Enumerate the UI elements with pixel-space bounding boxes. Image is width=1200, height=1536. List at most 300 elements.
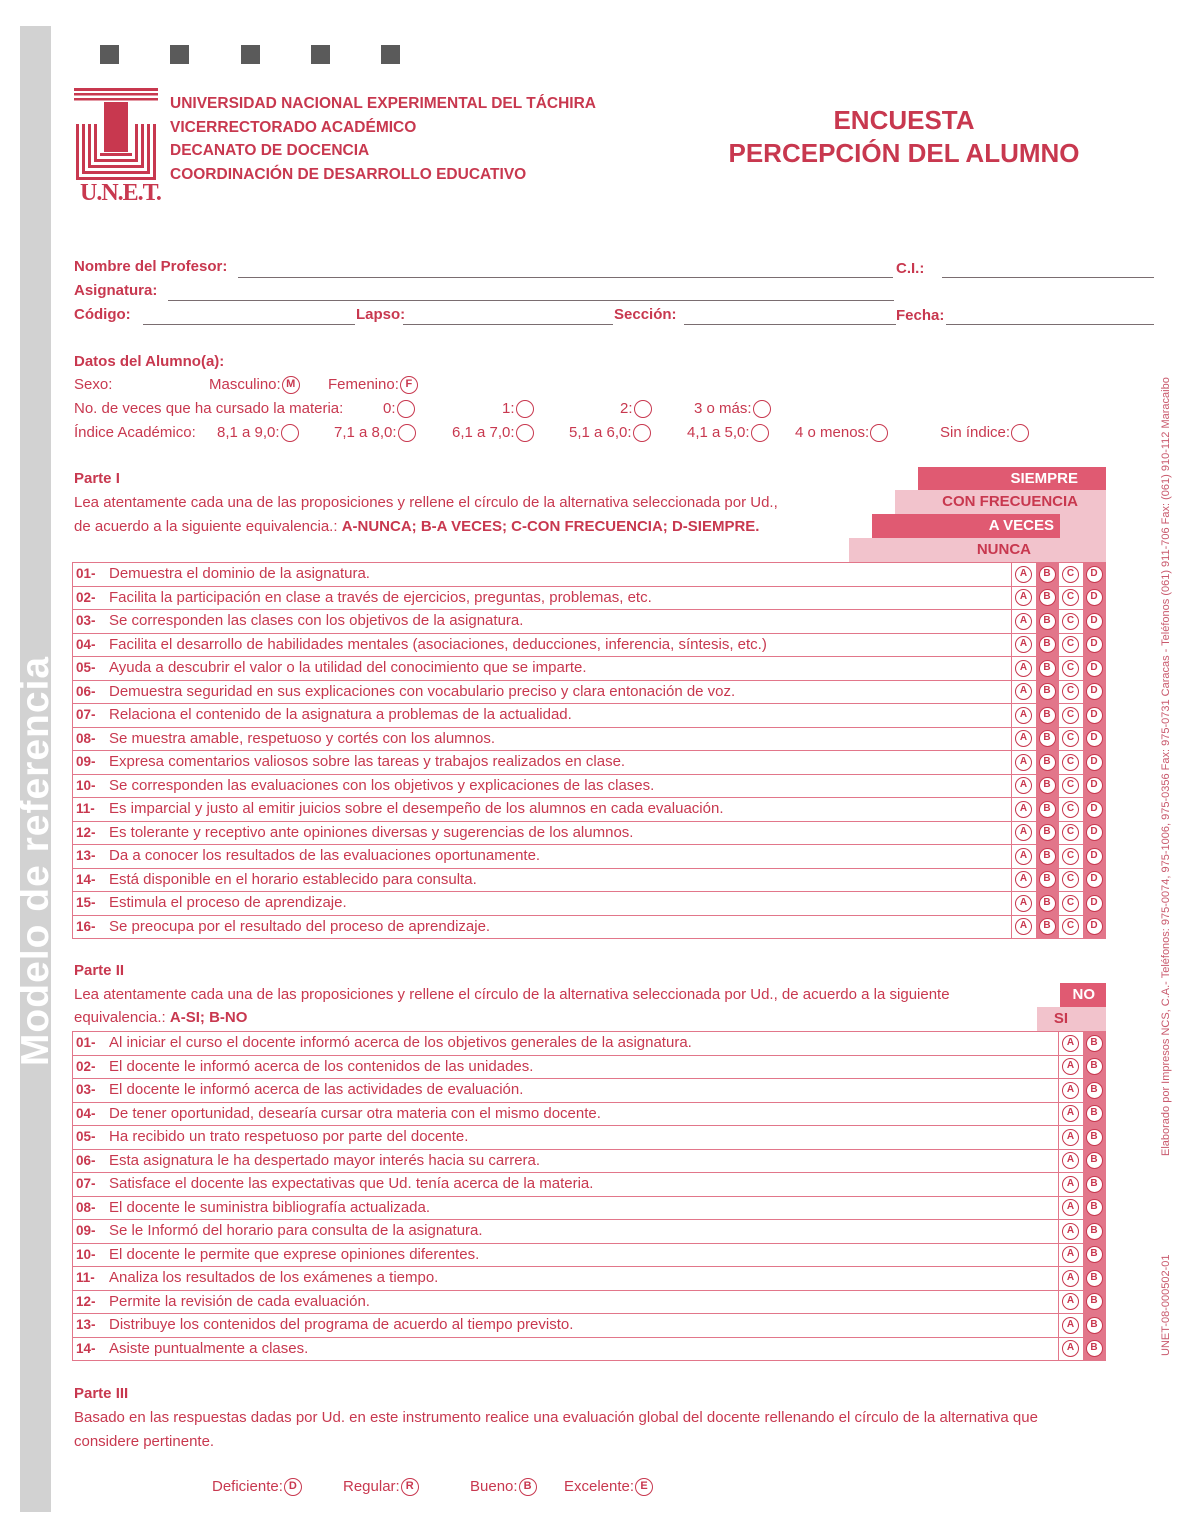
answer-bubble-a[interactable]: A	[1015, 566, 1032, 583]
bubble-cell	[1083, 587, 1107, 610]
header-a-veces: A VECES	[872, 514, 1060, 538]
ci-field[interactable]	[942, 277, 1154, 278]
answer-bubble-c[interactable]: C	[1062, 683, 1079, 700]
answer-bubbles	[1011, 728, 1106, 751]
veces-bubble[interactable]	[753, 400, 771, 418]
item-number: 13-	[76, 848, 96, 863]
bubble-cell	[1083, 751, 1107, 774]
answer-bubbles	[1011, 869, 1106, 892]
answer-bubbles	[1011, 822, 1106, 845]
answer-bubbles	[1011, 775, 1106, 798]
bubble-cell	[1012, 775, 1036, 798]
indice-option[interactable]	[795, 424, 888, 442]
bubble-cell	[1059, 916, 1083, 939]
item-number: 04-	[76, 1105, 96, 1121]
answer-bubble-b[interactable]: B	[1086, 1152, 1103, 1169]
item-text: Está disponible en el horario establecido para consulta.	[109, 870, 477, 888]
answer-bubble-a[interactable]: A	[1062, 1293, 1079, 1310]
table-row	[73, 1056, 1106, 1080]
answer-bubble-c[interactable]: C	[1062, 660, 1079, 677]
answer-bubble-b[interactable]: B	[1039, 895, 1056, 912]
item-number: 05-	[76, 660, 96, 675]
answer-bubbles	[1058, 1338, 1106, 1361]
bubble-cell	[1012, 751, 1036, 774]
bubble-cell	[1083, 1056, 1107, 1079]
veces-option-label: 2:	[620, 400, 633, 417]
bubble-cell	[1036, 845, 1060, 868]
answer-bubble-b[interactable]: B	[1039, 707, 1056, 724]
table-row	[73, 845, 1106, 869]
masculino-bubble[interactable]: M	[282, 376, 300, 394]
answer-bubble-c[interactable]: C	[1062, 777, 1079, 794]
bubble-cell	[1012, 822, 1036, 845]
table-row	[73, 1032, 1106, 1056]
answer-bubble-d[interactable]: D	[1086, 589, 1103, 606]
bubble-cell	[1036, 798, 1060, 821]
bubble-cell	[1036, 587, 1060, 610]
answer-bubble-b[interactable]: B	[1086, 1270, 1103, 1287]
bubble-cell	[1012, 610, 1036, 633]
institution-line: VICERRECTORADO ACADÉMICO	[170, 118, 417, 136]
bubble-cell	[1036, 892, 1060, 915]
item-number: 14-	[76, 1340, 96, 1356]
bubble-cell	[1012, 798, 1036, 821]
answer-bubble-a[interactable]: A	[1015, 636, 1032, 653]
answer-bubble-a[interactable]: A	[1062, 1176, 1079, 1193]
bubble-cell	[1059, 1056, 1083, 1079]
item-number: 10-	[76, 777, 96, 793]
answer-bubble-a[interactable]: A	[1062, 1129, 1079, 1146]
bubble-cell	[1083, 892, 1107, 915]
answer-bubbles	[1058, 1244, 1106, 1267]
answer-bubble-a[interactable]: A	[1015, 801, 1032, 818]
answer-bubble-d[interactable]: D	[1086, 777, 1103, 794]
bubble-cell	[1012, 892, 1036, 915]
femenino-option[interactable]	[328, 376, 418, 394]
answer-bubble-d[interactable]: D	[1086, 801, 1103, 818]
header-no: NO	[1060, 983, 1106, 1007]
answer-bubbles	[1058, 1056, 1106, 1079]
item-number: 13-	[76, 1317, 96, 1332]
answer-bubble-a[interactable]: A	[1062, 1270, 1079, 1287]
answer-bubble-b[interactable]: B	[1039, 801, 1056, 818]
logo-text: U.N.E.T.	[80, 180, 161, 206]
item-text: Ha recibido un trato respetuoso por parte del docente.	[109, 1128, 469, 1145]
answer-bubble-a[interactable]: A	[1015, 754, 1032, 771]
answer-bubble-b[interactable]: B	[1086, 1199, 1103, 1216]
nombre-label: Nombre del Profesor:	[74, 258, 228, 275]
masculino-option[interactable]	[209, 376, 300, 394]
answer-bubble-b[interactable]: B	[1039, 848, 1056, 865]
table-row	[73, 634, 1106, 658]
bubble-cell	[1059, 1244, 1083, 1267]
answer-bubble-c[interactable]: C	[1062, 566, 1079, 583]
bubble-cell	[1012, 657, 1036, 680]
answer-bubble-b[interactable]: B	[1039, 824, 1056, 841]
table-row	[73, 1244, 1106, 1268]
item-number: 03-	[76, 613, 96, 628]
indice-bubble[interactable]	[281, 424, 299, 442]
table-row	[73, 869, 1106, 893]
datos-title: Datos del Alumno(a):	[74, 353, 225, 370]
answer-bubble-b[interactable]: B	[1086, 1246, 1103, 1263]
bubble-cell	[1059, 1103, 1083, 1126]
rating-label: Regular:	[343, 1478, 400, 1495]
item-text: Asiste puntualmente a clases.	[109, 1339, 309, 1357]
bubble-cell	[1036, 563, 1060, 586]
table-row	[73, 892, 1106, 916]
item-text: Demuestra seguridad en sus explicaciones con vocabulario preciso y clara entonación de voz.	[109, 682, 736, 700]
answer-bubbles	[1011, 634, 1106, 657]
indice-option[interactable]	[217, 424, 299, 442]
parte2-instructions-1: Lea atentamente cada una de las proposiciones y rellene el círculo de la alternativa seleccionada por Ud., de acuerdo a la siguiente	[74, 986, 950, 1003]
bubble-cell	[1083, 1338, 1107, 1361]
answer-bubble-c[interactable]: C	[1062, 918, 1079, 935]
table-row	[73, 1103, 1106, 1127]
fecha-label: Fecha:	[896, 307, 945, 324]
indice-bubble[interactable]	[751, 424, 769, 442]
ci-label: C.I.:	[896, 260, 925, 277]
side-banner-text: Modelo de referencia	[13, 655, 57, 1067]
bubble-cell	[1012, 634, 1036, 657]
bubble-cell	[1059, 728, 1083, 751]
answer-bubbles	[1058, 1150, 1106, 1173]
indice-option-label: Sin índice:	[940, 424, 1011, 441]
answer-bubbles	[1058, 1267, 1106, 1290]
parte1-table	[72, 562, 1106, 939]
answer-bubble-b[interactable]: B	[1086, 1129, 1103, 1146]
parte3-instructions-1: Basado en las respuestas dadas por Ud. en este instrumento realice una evaluación global del docente rellenando el círculo de la alternativa que	[74, 1409, 1038, 1426]
veces-option[interactable]	[502, 400, 534, 418]
veces-option-label: 3 o más:	[694, 400, 752, 417]
veces-bubble[interactable]	[516, 400, 534, 418]
answer-bubble-c[interactable]: C	[1062, 871, 1079, 888]
answer-bubble-a[interactable]: A	[1062, 1223, 1079, 1240]
item-number: 02-	[76, 589, 96, 605]
answer-bubble-b[interactable]: B	[1086, 1317, 1103, 1334]
bubble-cell	[1059, 634, 1083, 657]
answer-bubble-d[interactable]: D	[1086, 613, 1103, 630]
answer-bubble-c[interactable]: C	[1062, 801, 1079, 818]
answer-bubble-a[interactable]: A	[1015, 824, 1032, 841]
indice-option[interactable]	[687, 424, 769, 442]
bubble-cell	[1059, 587, 1083, 610]
answer-bubble-a[interactable]: A	[1015, 589, 1032, 606]
bubble-cell	[1036, 704, 1060, 727]
item-text: Relaciona el contenido de la asignatura a problemas de la actualidad.	[109, 706, 572, 723]
table-row	[73, 657, 1106, 681]
indice-option-label: 5,1 a 6,0:	[569, 424, 632, 441]
answer-bubbles	[1011, 892, 1106, 915]
answer-bubbles	[1011, 657, 1106, 680]
answer-bubble-b[interactable]: B	[1039, 777, 1056, 794]
item-text: Analiza los resultados de los exámenes a tiempo.	[109, 1269, 439, 1286]
item-text: Distribuye los contenidos del programa de acuerdo al tiempo previsto.	[109, 1316, 574, 1333]
item-text: Demuestra el dominio de la asignatura.	[109, 565, 370, 582]
answer-bubble-a[interactable]: A	[1015, 895, 1032, 912]
answer-bubble-a[interactable]: A	[1062, 1199, 1079, 1216]
side-banner	[13, 26, 57, 1512]
answer-bubble-b[interactable]: B	[1039, 754, 1056, 771]
table-row	[73, 822, 1106, 846]
item-number: 01-	[76, 1035, 96, 1050]
item-number: 11-	[76, 801, 95, 816]
answer-bubble-b[interactable]: B	[1039, 566, 1056, 583]
veces-option[interactable]	[694, 400, 771, 418]
bubble-cell	[1059, 657, 1083, 680]
answer-bubble-a[interactable]: A	[1062, 1317, 1079, 1334]
answer-bubble-a[interactable]: A	[1015, 707, 1032, 724]
bubble-cell	[1059, 704, 1083, 727]
bubble-cell	[1059, 751, 1083, 774]
answer-bubble-b[interactable]: B	[1086, 1293, 1103, 1310]
table-row	[73, 1338, 1106, 1362]
rating-bubble[interactable]: E	[635, 1478, 653, 1496]
rating-bubble[interactable]: R	[401, 1478, 419, 1496]
answer-bubble-b[interactable]: B	[1039, 871, 1056, 888]
rating-bubble[interactable]: B	[519, 1478, 537, 1496]
bubble-cell	[1059, 798, 1083, 821]
answer-bubble-b[interactable]: B	[1086, 1223, 1103, 1240]
table-row	[73, 1267, 1106, 1291]
answer-bubble-c[interactable]: C	[1062, 895, 1079, 912]
rating-bueno[interactable]	[470, 1478, 537, 1496]
veces-option[interactable]	[620, 400, 652, 418]
answer-bubble-c[interactable]: C	[1062, 754, 1079, 771]
item-text: Permite la revisión de cada evaluación.	[109, 1292, 370, 1310]
indice-option[interactable]	[334, 424, 416, 442]
institution-line: COORDINACIÓN DE DESARROLLO EDUCATIVO	[170, 165, 527, 183]
answer-bubble-a[interactable]: A	[1015, 730, 1032, 747]
item-number: 10-	[76, 1246, 96, 1262]
answer-bubble-b[interactable]: B	[1086, 1058, 1103, 1075]
answer-bubble-b[interactable]: B	[1039, 918, 1056, 935]
parte1-instructions-1: Lea atentamente cada una de las proposiciones y rellene el círculo de la alternativa seleccionada por Ud.,	[74, 494, 778, 511]
title-line-2: PERCEPCIÓN DEL ALUMNO	[728, 138, 1080, 168]
asignatura-field[interactable]	[168, 300, 894, 301]
answer-bubble-a[interactable]: A	[1062, 1105, 1079, 1122]
answer-bubble-a[interactable]: A	[1062, 1082, 1079, 1099]
item-number: 01-	[76, 566, 96, 581]
item-number: 07-	[76, 1176, 96, 1191]
answer-bubble-a[interactable]: A	[1015, 848, 1032, 865]
bubble-cell	[1083, 1291, 1107, 1314]
answer-bubble-d[interactable]: D	[1086, 636, 1103, 653]
rating-bubble[interactable]: D	[284, 1478, 302, 1496]
item-text: Facilita el desarrollo de habilidades mentales (asociaciones, deducciones, inferencia, síntesis, etc.)	[109, 635, 767, 653]
indice-bubble[interactable]	[633, 424, 651, 442]
answer-bubbles	[1058, 1079, 1106, 1102]
instr-plain: de acuerdo a la siguiente equivalencia.:	[74, 518, 342, 535]
bubble-cell	[1059, 1173, 1083, 1196]
answer-bubble-d[interactable]: D	[1086, 848, 1103, 865]
answer-bubble-b[interactable]: B	[1039, 730, 1056, 747]
bubble-cell	[1083, 822, 1107, 845]
answer-bubble-c[interactable]: C	[1062, 848, 1079, 865]
bubble-cell	[1059, 822, 1083, 845]
answer-bubble-d[interactable]: D	[1086, 871, 1103, 888]
answer-bubble-c[interactable]: C	[1062, 824, 1079, 841]
bubble-cell	[1059, 563, 1083, 586]
answer-bubble-a[interactable]: A	[1015, 660, 1032, 677]
answer-bubble-a[interactable]: A	[1015, 871, 1032, 888]
answer-bubble-c[interactable]: C	[1062, 589, 1079, 606]
bubble-cell	[1036, 751, 1060, 774]
item-text: Es tolerante y receptivo ante opiniones diversas y sugerencias de los alumnos.	[109, 823, 634, 841]
item-text: De tener oportunidad, desearía cursar otra materia con el mismo docente.	[109, 1104, 601, 1122]
bubble-cell	[1036, 869, 1060, 892]
answer-bubble-c[interactable]: C	[1062, 636, 1079, 653]
item-text: Expresa comentarios valiosos sobre las tareas y trabajos realizados en clase.	[109, 753, 626, 770]
answer-bubble-a[interactable]: A	[1015, 683, 1032, 700]
masculino-label: Masculino:	[209, 376, 281, 393]
item-number: 14-	[76, 871, 96, 887]
item-number: 02-	[76, 1058, 96, 1074]
answer-bubble-d[interactable]: D	[1086, 824, 1103, 841]
answer-bubble-a[interactable]: A	[1015, 918, 1032, 935]
indice-bubble[interactable]	[516, 424, 534, 442]
rating-label: Deficiente:	[212, 1478, 283, 1495]
item-number: 07-	[76, 707, 96, 722]
indice-option[interactable]	[452, 424, 534, 442]
veces-bubble[interactable]	[397, 400, 415, 418]
rating-deficiente[interactable]	[212, 1478, 302, 1496]
veces-bubble[interactable]	[634, 400, 652, 418]
answer-bubble-b[interactable]: B	[1086, 1082, 1103, 1099]
indice-bubble[interactable]	[870, 424, 888, 442]
answer-bubble-d[interactable]: D	[1086, 707, 1103, 724]
answer-bubbles	[1011, 610, 1106, 633]
femenino-label: Femenino:	[328, 376, 399, 393]
indice-bubble[interactable]	[398, 424, 416, 442]
bubble-cell	[1012, 563, 1036, 586]
answer-bubble-a[interactable]: A	[1015, 613, 1032, 630]
answer-bubble-c[interactable]: C	[1062, 730, 1079, 747]
bubble-cell	[1012, 587, 1036, 610]
answer-bubble-b[interactable]: B	[1039, 683, 1056, 700]
item-number: 09-	[76, 754, 96, 769]
bubble-cell	[1059, 1220, 1083, 1243]
answer-bubbles	[1058, 1032, 1106, 1055]
item-number: 16-	[76, 918, 96, 934]
answer-bubbles	[1058, 1126, 1106, 1149]
indice-bubble[interactable]	[1011, 424, 1029, 442]
codigo-field[interactable]	[143, 324, 355, 325]
institution-line: UNIVERSIDAD NACIONAL EXPERIMENTAL DEL TÁCHIRA	[170, 95, 596, 112]
header-si: SI	[1037, 1007, 1083, 1031]
femenino-bubble[interactable]: F	[400, 376, 418, 394]
item-text: Esta asignatura le ha despertado mayor interés hacia su carrera.	[109, 1151, 541, 1169]
indice-option[interactable]	[569, 424, 651, 442]
answer-bubbles	[1011, 587, 1106, 610]
institution-line: DECANATO DE DOCENCIA	[170, 142, 370, 159]
rating-label: Excelente:	[564, 1478, 635, 1495]
bubble-cell	[1036, 775, 1060, 798]
rating-regular[interactable]	[343, 1478, 419, 1496]
item-text: Da a conocer los resultados de las evaluaciones oportunamente.	[109, 847, 541, 864]
bubble-cell	[1059, 1291, 1083, 1314]
item-text: Se muestra amable, respetuoso y cortés con los alumnos.	[109, 729, 496, 747]
item-number: 12-	[76, 824, 96, 840]
answer-bubble-d[interactable]: D	[1086, 683, 1103, 700]
rating-label: Bueno:	[470, 1478, 518, 1495]
fecha-field[interactable]	[946, 324, 1154, 325]
bubble-cell	[1083, 1197, 1107, 1220]
bubble-cell	[1083, 728, 1107, 751]
form-code: UNET-08-000502-01	[1160, 1254, 1172, 1356]
item-number: 08-	[76, 1199, 96, 1215]
answer-bubbles	[1011, 798, 1106, 821]
answer-bubble-a[interactable]: A	[1062, 1058, 1079, 1075]
table-row	[73, 751, 1106, 775]
answer-bubble-a[interactable]: A	[1062, 1246, 1079, 1263]
item-text: Es imparcial y justo al emitir juicios sobre el desempeño de los alumnos en cada evaluación.	[109, 800, 724, 817]
bubble-cell	[1012, 869, 1036, 892]
table-row	[73, 798, 1106, 822]
answer-bubble-b[interactable]: B	[1086, 1105, 1103, 1122]
veces-option[interactable]	[383, 400, 415, 418]
nombre-field[interactable]	[238, 277, 893, 278]
answer-bubbles	[1058, 1314, 1106, 1337]
indice-option[interactable]	[940, 424, 1029, 442]
answer-bubble-c[interactable]: C	[1062, 613, 1079, 630]
answer-bubble-a[interactable]: A	[1062, 1340, 1079, 1357]
answer-bubbles	[1058, 1197, 1106, 1220]
header-siempre: SIEMPRE	[918, 467, 1106, 491]
answer-bubble-a[interactable]: A	[1015, 777, 1032, 794]
item-number: 08-	[76, 730, 96, 746]
parte3-title: Parte III	[74, 1385, 129, 1402]
answer-bubble-b[interactable]: B	[1039, 660, 1056, 677]
answer-bubble-a[interactable]: A	[1062, 1152, 1079, 1169]
instr-equivalence: A-SI; B-NO	[169, 1009, 248, 1026]
bubble-cell	[1059, 775, 1083, 798]
instr-equivalence: A-NUNCA; B-A VECES; C-CON FRECUENCIA; D-SIEMPRE.	[341, 518, 760, 535]
bubble-cell	[1036, 916, 1060, 939]
answer-bubble-b[interactable]: B	[1039, 636, 1056, 653]
bubble-cell	[1083, 610, 1107, 633]
seccion-field[interactable]	[684, 324, 896, 325]
bubble-cell	[1083, 1314, 1107, 1337]
bubble-cell	[1059, 892, 1083, 915]
bubble-cell	[1083, 634, 1107, 657]
answer-bubble-d[interactable]: D	[1086, 730, 1103, 747]
codigo-label: Código:	[74, 306, 131, 323]
answer-bubble-d[interactable]: D	[1086, 918, 1103, 935]
item-text: El docente le suministra bibliografía actualizada.	[109, 1198, 431, 1216]
answer-bubble-a[interactable]: A	[1062, 1035, 1079, 1052]
answer-bubble-b[interactable]: B	[1086, 1176, 1103, 1193]
bubble-cell	[1083, 845, 1107, 868]
bubble-cell	[1083, 704, 1107, 727]
answer-bubble-b[interactable]: B	[1086, 1035, 1103, 1052]
parte2-table	[72, 1031, 1106, 1361]
answer-bubble-d[interactable]: D	[1086, 566, 1103, 583]
indice-option-label: 7,1 a 8,0:	[334, 424, 397, 441]
answer-bubble-b[interactable]: B	[1039, 613, 1056, 630]
bubble-cell	[1036, 657, 1060, 680]
answer-bubble-c[interactable]: C	[1062, 707, 1079, 724]
answer-bubble-b[interactable]: B	[1086, 1340, 1103, 1357]
answer-bubble-d[interactable]: D	[1086, 895, 1103, 912]
answer-bubble-b[interactable]: B	[1039, 589, 1056, 606]
lapso-field[interactable]	[403, 324, 613, 325]
answer-bubble-d[interactable]: D	[1086, 754, 1103, 771]
parte3-instructions-2: considere pertinente.	[74, 1433, 215, 1450]
rating-excelente[interactable]	[564, 1478, 653, 1496]
indice-option-label: 4 o menos:	[795, 424, 870, 441]
answer-bubble-d[interactable]: D	[1086, 660, 1103, 677]
